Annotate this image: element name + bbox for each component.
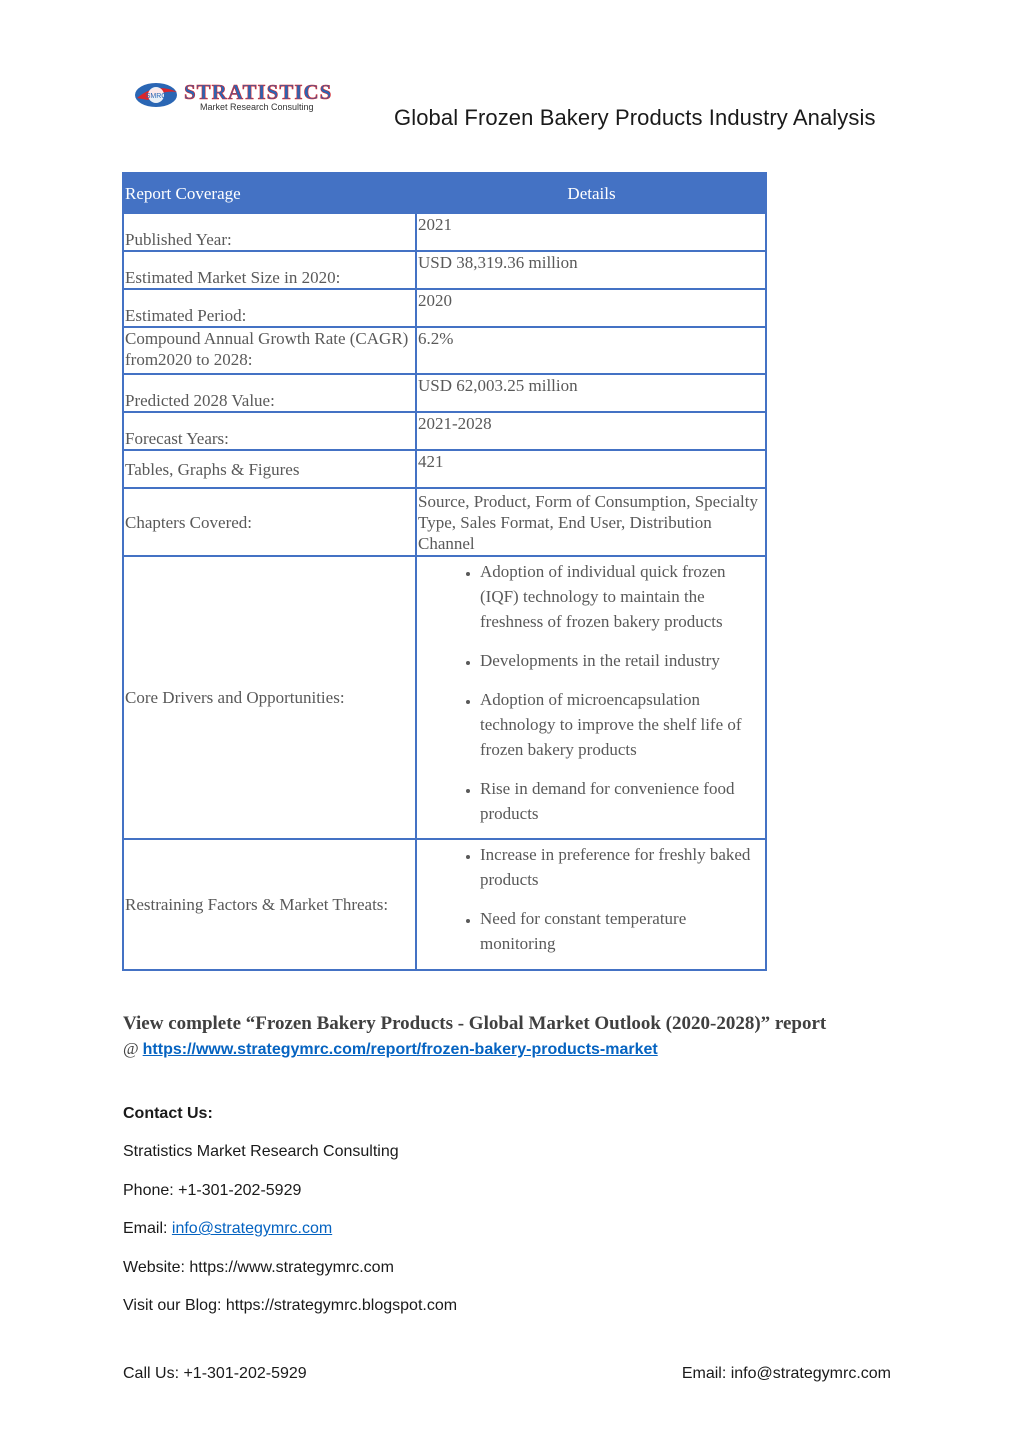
email-label: Email: <box>123 1220 168 1237</box>
at-symbol: @ <box>123 1039 139 1058</box>
row-value: 6.2% <box>416 327 766 374</box>
header-report-coverage: Report Coverage <box>123 173 416 213</box>
drivers-list <box>418 559 765 826</box>
footer-call: Call Us: +1-301-202-5929 <box>123 1365 307 1382</box>
restraints-list <box>418 842 765 956</box>
table-row <box>123 327 766 374</box>
table-row <box>123 374 766 412</box>
row-label: Compound Annual Growth Rate (CAGR) from2020 to 2028: <box>123 327 416 374</box>
list-item: • Developments in the retail industry <box>480 648 765 673</box>
row-value: 2021-2028 <box>416 412 766 450</box>
table-row <box>123 213 766 251</box>
header-details: Details <box>416 173 766 213</box>
report-link[interactable]: https://www.strategymrc.com/report/frozen-bakery-products-market <box>142 1041 658 1058</box>
document-title: Global Frozen Bakery Products Industry Analysis <box>394 105 876 130</box>
table-header-row <box>123 173 766 213</box>
contact-email-line <box>123 1220 332 1238</box>
logo-brand: STRATISTICS <box>184 80 333 104</box>
list-item: • Rise in demand for convenience food products <box>480 776 765 826</box>
table-row <box>123 488 766 556</box>
table-row <box>123 289 766 327</box>
email-link[interactable]: info@strategymrc.com <box>171 1220 333 1237</box>
row-label: Published Year: <box>123 213 416 251</box>
list-item: • Adoption of microencapsulation technology to improve the shelf life of frozen bakery products <box>480 687 765 762</box>
row-label: Chapters Covered: <box>123 488 416 556</box>
report-coverage-table <box>122 172 767 971</box>
list-item: • Adoption of individual quick frozen (IQF) technology to maintain the freshness of frozen bakery products <box>480 559 765 634</box>
contact-blog: Visit our Blog: https://strategymrc.blogspot.com <box>123 1297 458 1314</box>
row-label: Estimated Period: <box>123 289 416 327</box>
contact-heading: Contact Us: <box>123 1105 213 1122</box>
company-logo <box>134 78 350 114</box>
row-value: 2021 <box>416 213 766 251</box>
table-row-restraints <box>123 839 766 970</box>
table-row <box>123 450 766 488</box>
drivers-label: Core Drivers and Opportunities: <box>123 556 416 839</box>
row-value: 2020 <box>416 289 766 327</box>
footer-email: Email: info@strategymrc.com <box>681 1365 891 1382</box>
table-row <box>123 251 766 289</box>
row-label: Tables, Graphs & Figures <box>123 450 416 488</box>
row-label: Estimated Market Size in 2020: <box>123 251 416 289</box>
contact-phone: Phone: +1-301-202-5929 <box>123 1182 302 1199</box>
logo-tagline: Market Research Consulting <box>200 102 314 112</box>
list-item: • Need for constant temperature monitoring <box>480 906 765 956</box>
restraints-list-cell <box>416 839 766 970</box>
row-value: USD 38,319.36 million <box>416 251 766 289</box>
row-value: 421 <box>416 450 766 488</box>
contact-company: Stratistics Market Research Consulting <box>123 1143 399 1160</box>
drivers-list-cell <box>416 556 766 839</box>
row-label: Predicted 2028 Value: <box>123 374 416 412</box>
row-value: Source, Product, Form of Consumption, Specialty Type, Sales Format, End User, Distribution Channel <box>416 488 766 556</box>
row-label: Forecast Years: <box>123 412 416 450</box>
list-item: • Increase in preference for freshly baked products <box>480 842 765 892</box>
view-report-text: View complete “Frozen Bakery Products - Global Market Outlook (2020-2028)” report <box>123 1013 827 1034</box>
report-link-line <box>123 1039 658 1059</box>
table-row-drivers <box>123 556 766 839</box>
logo-badge: SMRC <box>145 93 167 100</box>
restraints-label: Restraining Factors & Market Threats: <box>123 839 416 970</box>
table-row <box>123 412 766 450</box>
contact-website: Website: https://www.strategymrc.com <box>123 1259 394 1276</box>
row-value: USD 62,003.25 million <box>416 374 766 412</box>
